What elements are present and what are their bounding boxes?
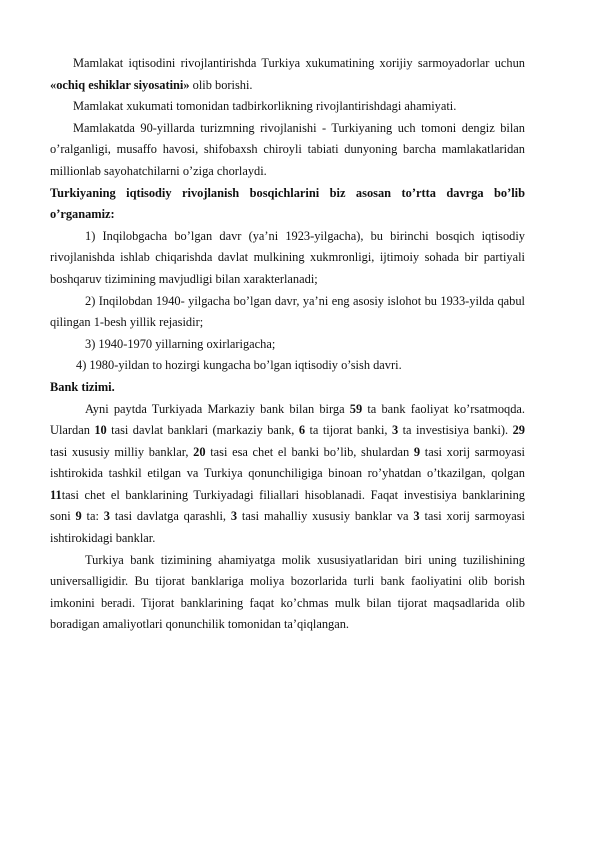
- number: 3: [230, 509, 238, 524]
- list-item: 2) Inqilobdan 1940- yilgacha bo’lgan davr, ya’ni eng asosiy islohot bu 1933-yilda qabul qilingan 1-besh yillik rejasidir;: [50, 293, 525, 330]
- paragraph-entrepreneurship: Mamlakat xukumati tomonidan tadbirkorlikning rivojlantirishdagi ahamiyati.: [73, 99, 457, 114]
- paragraph-text: olib borishi.: [189, 77, 253, 92]
- number: 9: [75, 509, 82, 524]
- paragraph-bank-universality: Turkiya bank tizimining ahamiyatga molik xususiyatlaridan biri uning tuzilishining universalligidir. Bu tijorat banklariga moliya bozorlarida turli bank faoliyatini olib borish imkonini beradi. Tijorat banklarining faqat ko’chmas mulk bilan tijorat maqsadlarida olib boradigan amaliyotlari qonunchilik tomonidan ta’qiqlangan.: [50, 552, 525, 632]
- number: 10: [94, 423, 107, 438]
- paragraph-bank-system: [50, 399, 525, 550]
- text: tasi mahalliy xususiy banklar va: [237, 509, 414, 524]
- text: tasi davlat banklari (markaziy bank,: [106, 423, 299, 438]
- list-item: 3) 1940-1970 yillarning oxirlarigacha;: [85, 336, 276, 351]
- number: 29: [512, 423, 525, 438]
- number: 59: [349, 401, 363, 416]
- text: ta bank faoliyat ko’rsatmoqda. Ulardan: [50, 401, 525, 438]
- text: tasi davlatga qarashli,: [109, 509, 231, 524]
- list-item: 1) Inqilobgacha bo’lgan davr (ya’ni 1923-yilgacha), bu birinchi bosqich iqtisodiy rivojlanishda ishlab chiqarishda davlat mulkining xukmronligi, ijtimoiy sohada bir partiyali boshqaruv tizimining mavjudligi bilan xarakterlanadi;: [50, 228, 525, 286]
- text: ta tijorat banki,: [305, 423, 392, 438]
- number: 9: [413, 444, 421, 459]
- paragraph-open-door-policy: [50, 53, 525, 96]
- paragraph-text: Mamlakat iqtisodini rivojlantirishda Turkiya xukumatining xorijiy sarmoyadorlar uchun: [73, 56, 525, 70]
- text: tasi chet el banklarining Turkiyadagi filiallari hisoblanadi. Faqat investisiya banklarining soni: [50, 487, 525, 524]
- bold-phrase: «ochiq eshiklar siyosatini»: [50, 77, 190, 92]
- text: tasi esa chet el banki bo’lib, shulardan: [205, 444, 414, 459]
- text: ta investisiya banki).: [398, 423, 513, 438]
- text: tasi xorij sarmoyasi ishtirokida tashkil etilgan va Turkiya qonunchiligiga binoan ro’yhatdan o’tkazilgan, qolgan: [50, 444, 525, 481]
- section-heading-stages: Turkiyaning iqtisodiy rivojlanish bosqichlarini biz asosan to’rtta davrga bo’lib o’rganamiz:: [50, 185, 525, 222]
- number: 11: [50, 487, 62, 502]
- number: 3: [391, 423, 399, 438]
- text: ta:: [81, 509, 104, 524]
- number: 3: [413, 509, 420, 524]
- section-heading-bank: Bank tizimi.: [50, 379, 115, 394]
- list-item: 4) 1980-yildan to hozirgi kungacha bo’lgan iqtisodiy o’sish davri.: [76, 358, 402, 373]
- number: 20: [193, 444, 206, 459]
- number: 3: [103, 509, 110, 524]
- paragraph-tourism: Mamlakatda 90-yillarda turizmning rivojlanishi - Turkiyaning uch tomoni dengiz bilan o’ralganligi, musaffo havosi, shifobaxsh chiroyli tabiati dunyoning barcha mamlakatlaridan millionlab sayohatchilarni o’ziga chorlaydi.: [50, 120, 525, 178]
- text: tasi xorij sarmoyasi ishtirokidagi banklar.: [50, 509, 525, 546]
- text: tasi xususiy milliy banklar,: [50, 444, 194, 459]
- document-page: [50, 53, 525, 636]
- text: Ayni paytda Turkiyada Markaziy bank bilan birga: [85, 401, 350, 416]
- number: 6: [298, 423, 306, 438]
